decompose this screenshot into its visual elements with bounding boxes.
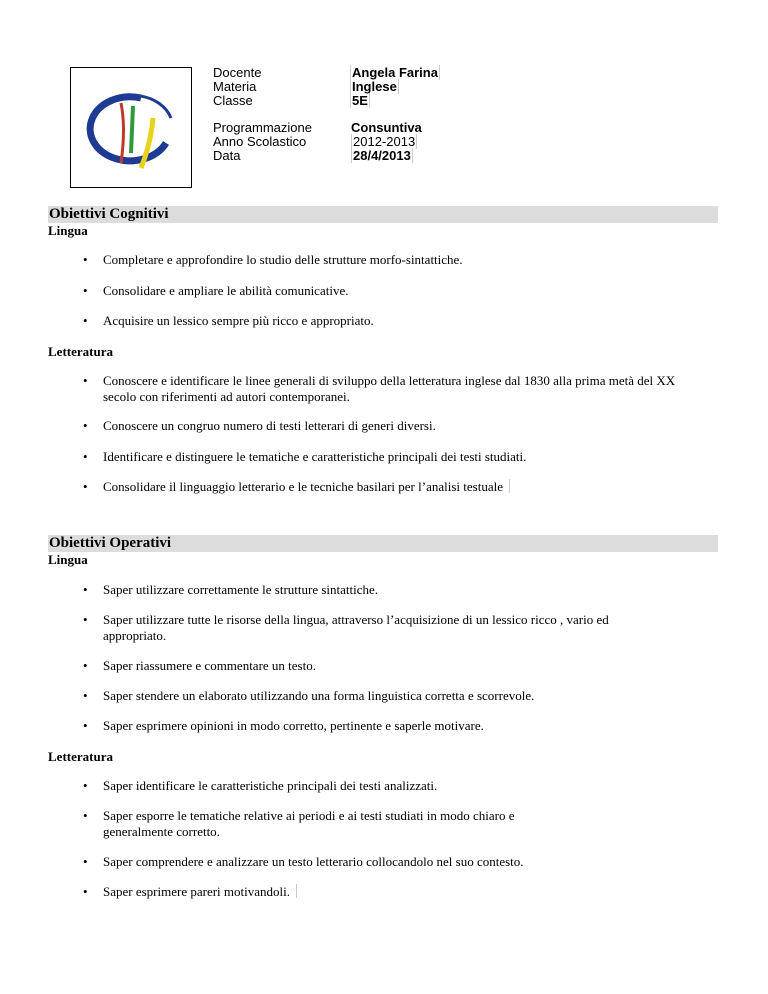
bullet-icon: • <box>83 884 88 899</box>
bullet-icon: • <box>83 252 88 267</box>
bullet-icon: • <box>83 418 88 433</box>
header-labels-bottom <box>213 121 312 163</box>
subheading-lingua-1: Lingua <box>48 223 88 238</box>
text-marker <box>509 479 511 493</box>
subheading-lingua-2: Lingua <box>48 552 88 567</box>
text-marker <box>296 884 298 898</box>
label-classe: Classe <box>213 93 253 108</box>
value-data: 28/4/2013 <box>353 148 411 163</box>
value-anno-scolastico: 2012-2013 <box>353 134 416 149</box>
bullet-icon: • <box>83 612 88 627</box>
label-data: Data <box>213 148 241 163</box>
bullet-icon: • <box>83 854 88 869</box>
bullet-icon: • <box>83 313 88 328</box>
bullet-icon: • <box>83 778 88 793</box>
value-docente: Angela Farina <box>352 65 438 80</box>
label-anno-scolastico: Anno Scolastico <box>213 134 307 149</box>
school-logo <box>70 67 192 188</box>
header-values-top <box>350 66 440 108</box>
bullet-icon: • <box>83 283 88 298</box>
subheading-letteratura-2: Letteratura <box>48 749 113 764</box>
subheading-letteratura-1: Letteratura <box>48 344 113 359</box>
logo-emblem-icon <box>71 68 191 187</box>
bullet-icon: • <box>83 373 88 388</box>
bullet-icon: • <box>83 582 88 597</box>
header-values-bottom <box>351 121 422 163</box>
value-classe: 5E <box>352 93 368 108</box>
section-title-operativi: Obiettivi Operativi <box>49 535 172 551</box>
bullet-icon: • <box>83 479 88 494</box>
bullet-icon: • <box>83 808 88 823</box>
bullet-icon: • <box>83 658 88 673</box>
value-materia: Inglese <box>352 79 397 94</box>
bullet-icon: • <box>83 449 88 464</box>
label-materia: Materia <box>213 79 257 94</box>
value-programmazione: Consuntiva <box>351 120 422 135</box>
label-programmazione: Programmazione <box>213 120 312 135</box>
bullet-icon: • <box>83 718 88 733</box>
bullet-icon: • <box>83 688 88 703</box>
section-title-cognitivi: Obiettivi Cognitivi <box>49 206 169 222</box>
header-labels-top <box>213 66 261 108</box>
label-docente: Docente <box>213 65 262 80</box>
